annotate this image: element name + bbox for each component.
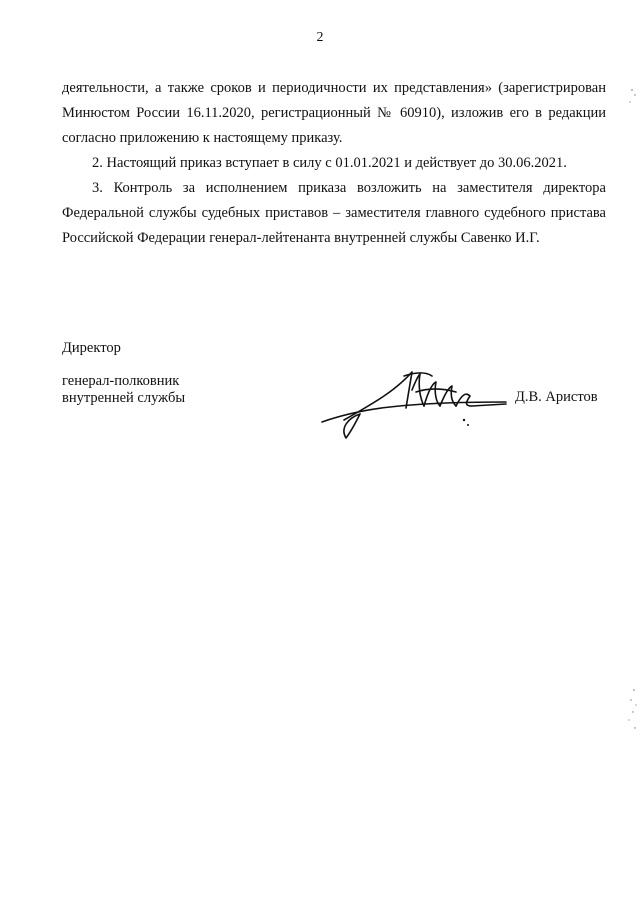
signatory-rank xyxy=(62,373,185,407)
signatory-rank-line-1: генерал-полковник xyxy=(62,373,180,389)
scan-noise-marks xyxy=(610,0,640,905)
signatory-rank-line-2: внутренней службы xyxy=(62,390,186,406)
signatory-position: Директор xyxy=(62,340,121,356)
handwritten-signature xyxy=(316,362,516,444)
paragraph-continuation: деятельности, а также сроков и периодичности их представления» (зарегистрирован Минюстом России 16.11.2020, регистрационный № 60910), изложив его в редакции согласно приложению к настоящему приказу. xyxy=(62,80,606,146)
paragraph-2: 2. Настоящий приказ вступает в силу с 01.01.2021 и действует до 30.06.2021. xyxy=(92,155,567,171)
page-number: 2 xyxy=(316,30,324,45)
signatory-name: Д.В. Аристов xyxy=(515,389,598,405)
document-body xyxy=(62,76,606,251)
paragraph-3: 3. Контроль за исполнением приказа возложить на заместителя директора Федеральной службы судебных приставов – заместителя главного судебного пристава Российской Федерации генерал-лейтенанта внутренней службы Савенко И.Г. xyxy=(62,180,606,246)
